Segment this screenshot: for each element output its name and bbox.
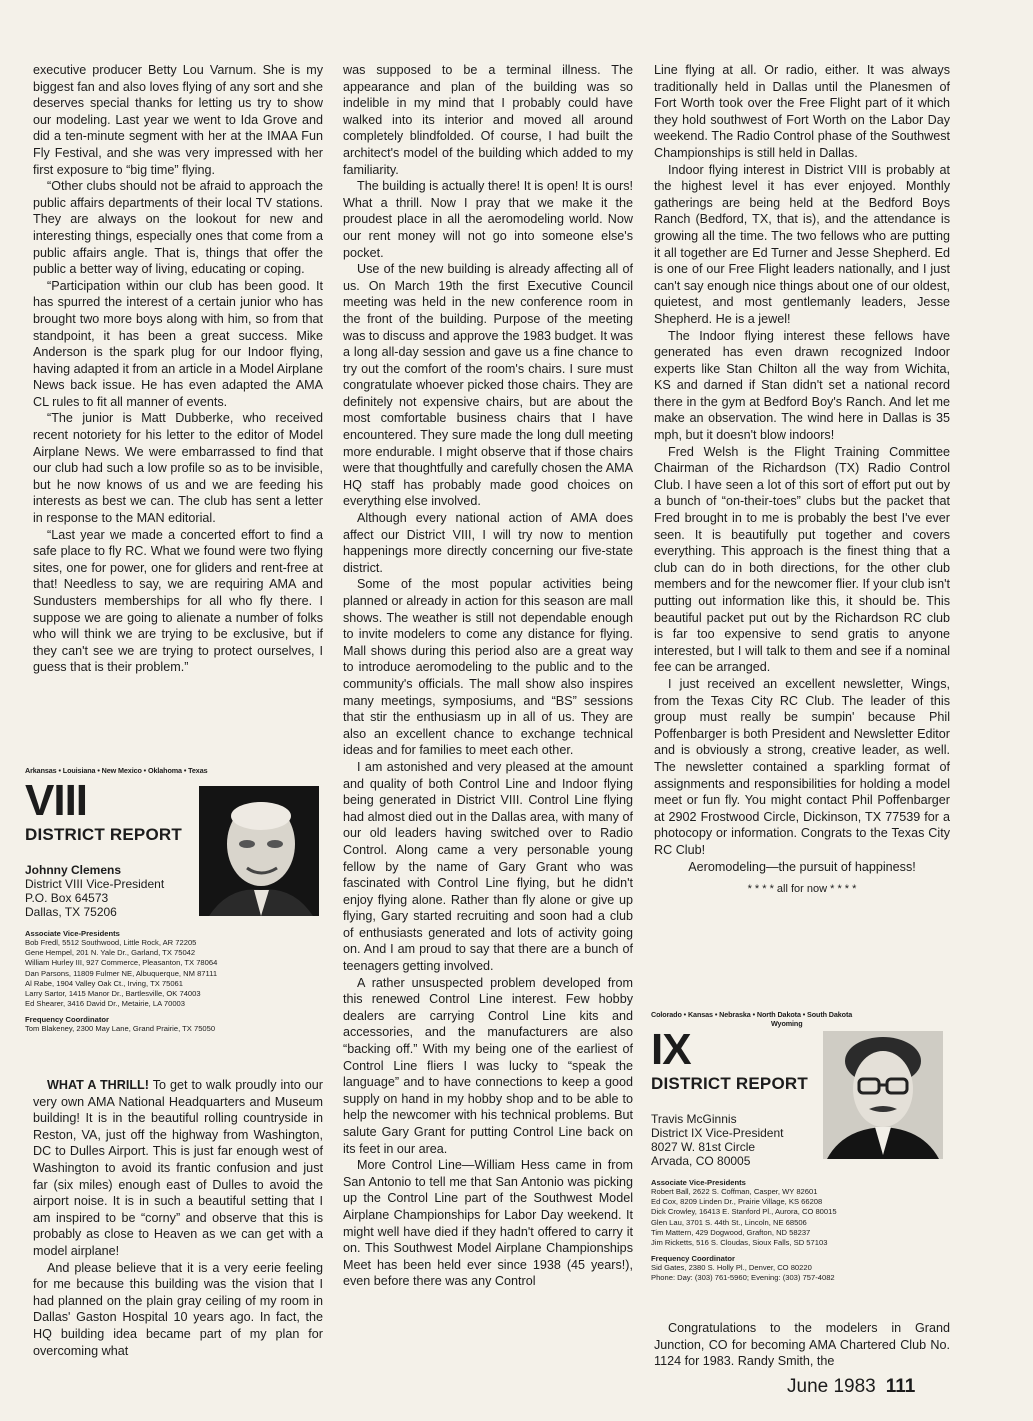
assoc-item: Robert Ball, 2622 S. Coffman, Casper, WY 82601 [651, 1187, 818, 1196]
freq-heading: Frequency Coordinator [651, 1254, 735, 1264]
column-3 [654, 62, 950, 898]
vp-name: Johnny Clemens [25, 863, 122, 877]
vp-address-line: P.O. Box 64573 [25, 891, 109, 905]
paragraph: Line flying at all. Or radio, either. It was always traditionally held in Dallas until the Planesmen of Fort Worth took over the Free Flight part of it which they hold southwest of Fort Worth on the Labor Day weekend. The Radio Control phase of the Southwest Championships is still held in Dallas. [654, 63, 950, 160]
assoc-list [651, 1187, 951, 1248]
paragraph: I just received an excellent newsletter, Wings, from the Texas City RC Club. The leader of this group must really be sumpin' because Phil Poffenbarger is both President and Newsletter Editor and is obviously a strong, creative leader, as well. The newsletter contained a sparkling format of assignments and responsibilities for holding a model meet or fun fly. You might contact Phil Poffenbarger at 2902 Frostwood Circle, Dickinson, TX 77539 for a photocopy or information. Congrats to the Texas City RC Club! [654, 676, 950, 857]
vp-address-line: Arvada, CO 80005 [651, 1154, 751, 1168]
vp-name: Travis McGinnis [651, 1112, 737, 1126]
paragraph: A rather unsuspected problem developed from this renewed Control Line interest. Few hobby dealers are carrying Control Line kits and accessories, and the manufacturers are also “backing off.” With my being one of the earliest of Control Line fliers I was lucky to “speak the language” and to have connections to keep a good supply on hand in my hobby shop and to be able to help the newcomer with his technical problems. But salute Gary Grant for putting Control Line back on its feet in our area. [343, 975, 633, 1156]
paragraph: Use of the new building is already affecting all of us. On March 19th the first Executive Council meeting was held in the new conference room in the front of the building. Purpose of the meeting was to discuss and approve the 1983 budget. It was a long all-day session and gave us a fine chance to try out the comfort of the room's chairs. I sure must congratulate whoever picked those chairs. They are definitely not expensive chairs, but are about the most comfortable business chairs that I have encountered. They sure made the long dull meeting more endurable. I might observe that if those chairs were that thoughtfully and carefully chosen the AMA HQ staff has probably made good choices on everything else involved. [343, 262, 633, 509]
assoc-item: Larry Sartor, 1415 Manor Dr., Bartlesville, OK 74003 [25, 989, 201, 999]
paragraph: The Indoor flying interest these fellows have generated has even drawn recognized Indoor experts like Stan Chilton all the way from Wichita, KS and darned if Stan didn't set a national record there in the gym at Bedford Boy's Ranch. And let me make an observation. The wind here in Dallas is 35 mph, but it doesn't blow indoors! [654, 328, 950, 443]
district-states: Colorado • Kansas • Nebraska • North Dakota • South Dakota [651, 1010, 853, 1019]
assoc-item: Al Rabe, 1904 Valley Oak Ct., Irving, TX 75061 [25, 978, 184, 988]
section-end: * * * * all for now * * * * [747, 883, 857, 896]
lead-in: WHAT A THRILL! [47, 1078, 149, 1092]
tagline: Aeromodeling—the pursuit of happiness! [688, 859, 916, 874]
paragraph: Some of the most popular activities being planned or already in action for this season are mall shows. The weather is still not dependable enough to invite modelers to come any distance for flying. Mall shows during this period also are a great way to introduce aeromodeling to the public and to the community's officials. The mall show also inspires many meetings, symposiums, and “BS” sessions that stir the enthusiasm up in all of us. They are also an excellent chance to exchange technical ideas and for families to meet each other. [343, 577, 633, 758]
assoc-item: Ed Shearer, 3416 David Dr., Metairie, LA 70003 [25, 999, 185, 1009]
column-1-lower [33, 1077, 323, 1359]
paragraph: To get to walk proudly into our very own AMA National Headquarters and Museum building! It is in the beautiful rolling countryside in Reston, VA, just off the highway from Washington, DC to Dulles Airport. This is just far enough west of Washington to avoid its frantic confusion and just far (six miles) enough east of Dulles to avoid the airport noise. It is in such a beautiful setting that I am inspired to be “corny” and observe that this is probably as close to Heaven as we can get with a model airplane! [33, 1078, 323, 1258]
vp-role: District IX Vice-President [651, 1126, 784, 1140]
freq-phone: Phone: Day: (303) 761-5960; Evening: (303) 757-4082 [651, 1273, 835, 1283]
assoc-item: Glen Lau, 3701 S. 44th St., Lincoln, NE 68506 [651, 1217, 807, 1227]
district-title: DISTRICT REPORT [651, 1074, 808, 1093]
district-states-line2: Wyoming [771, 1019, 803, 1028]
paragraph: The building is actually there! It is open! It is ours! What a thrill. Now I pray that we make it the proudest place in all the aeromodeling world. Now our rent money will not go into someone else's pocket. [343, 179, 633, 260]
column-1 [33, 62, 323, 676]
paragraph: “The junior is Matt Dubberke, who received recent notoriety for his letter to the editor of Model Airplane News. We were embarrassed to find that our club had such a low profile so as to be invisible, but he now knows of us and we are feeding his interests as best we can. The club has sent a letter in response to the MAN editorial. [33, 411, 323, 526]
freq-heading: Frequency Coordinator [25, 1015, 109, 1025]
portrait-image [199, 786, 319, 916]
paragraph: And please believe that it is a very eerie feeling for me because this building was the vision that I had planned on the plain gray ceiling of my room in Dallas' Gaston Hospital 10 years ago. In fact, the HQ building idea became part of my plan for overcoming what [33, 1260, 323, 1358]
district-states: Arkansas • Louisiana • New Mexico • Oklahoma • Texas [25, 766, 208, 775]
assoc-item: Dick Crowley, 16413 E. Stanford Pl., Aurora, CO 80015 [651, 1207, 837, 1217]
assoc-list [25, 938, 325, 1009]
assoc-item: Jim Ricketts, 516 S. Cloudas, Sioux Falls, SD 57103 [651, 1238, 828, 1248]
paragraph: Although every national action of AMA does affect our District VIII, I will try now to mention happenings more directly concerning our five-state district. [343, 511, 633, 575]
vp-portrait-photo [823, 1031, 943, 1159]
vp-address-line: Dallas, TX 75206 [25, 905, 117, 919]
assoc-heading: Associate Vice-Presidents [25, 929, 120, 938]
paragraph: was supposed to be a terminal illness. The appearance and plan of the building was so indelible in my mind that I probably could have walked into its interior and moved all around completely blindfolded. Of course, I had built the architect's model of the building which added to my familiarity. [343, 63, 633, 177]
column-3-lower [654, 1320, 950, 1370]
district-title: DISTRICT REPORT [25, 825, 182, 844]
paragraph: Fred Welsh is the Flight Training Committee Chairman of the Richardson (TX) Radio Control Club. I have seen a lot of this sort of effort put out by a bunch of “on-their-toes” clubs but the packet that Fred brought in to me is probably the best I've ever seen. It is beautifully put together and covers everything. This approach is the finest thing that a club can do in both directions, for the other club members and for the newcomer flier. If your club isn't putting out information like this, it should be. This beautiful packet put out by the Richardson RC club is far too expensive to send gratis to anyone interested, but I will talk to them and see if a nominal fee can be arranged. [654, 444, 950, 675]
issue-date: June 1983 [787, 1376, 876, 1397]
vp-address-line: 8027 W. 81st Circle [651, 1140, 756, 1154]
vp-portrait-photo [199, 786, 319, 916]
assoc-item: William Hurley III, 927 Commerce, Pleasanton, TX 78064 [25, 958, 218, 968]
column-2 [343, 62, 633, 1290]
paragraph: “Participation within our club has been good. It has spurred the interest of a certain junior who has brought two more boys along with him, so from that standpoint, it has been a great success. Mike Anderson is the spark plug for our Indoor flying, having adapted it from an article in a Model Airplane News back issue. He has even adapted the AMA CL rules to fit all manner of events. [33, 278, 323, 409]
freq-coordinator: Sid Gates, 2380 S. Holly Pl., Denver, CO 80220 [651, 1263, 812, 1273]
assoc-item: Tim Mattern, 429 Dogwood, Grafton, ND 58237 [651, 1227, 811, 1237]
district-number: VIII [25, 776, 88, 825]
portrait-image [823, 1031, 943, 1159]
paragraph: More Control Line—William Hess came in from San Antonio to tell me that San Antonio was picking up the Control Line part of the Southwest Model Airplane Championships for Labor Day weekend. It might well have died if they hadn't offered to carry it on. This Southwest Model Airplane Championships Meet has been held ever since 1938 (45 years!), even before there was any Control [343, 1158, 633, 1289]
paragraph: “Other clubs should not be afraid to approach the public affairs departments of their local TV stations. They are always on the lookout for new and interesting things, especially ones that come from a public affairs angle. That is, things that offer the public a better way of living, educating or coping. [33, 179, 323, 277]
vp-role: District VIII Vice-President [25, 877, 165, 891]
assoc-item: Dan Parsons, 11809 Fulmer NE, Albuquerque, NM 87111 [25, 968, 218, 978]
freq-coordinator: Tom Blakeney, 2300 May Lane, Grand Prairie, TX 75050 [25, 1024, 216, 1034]
assoc-item: Gene Hempel, 201 N. Yale Dr., Garland, TX 75042 [25, 948, 196, 958]
page-footer [787, 1376, 915, 1398]
paragraph: I am astonished and very pleased at the amount and quality of both Control Line and Indoor flying being generated in District VIII. Control Line flying had almost died out in the Dallas area, with many of our old leaders having switched over to Radio Control. Along came a very personable young fellow by the name of Gary Grant who was fascinated with Control Line flying, but he didn't enjoy flying alone. Rather than fly alone or give up flying, Gary started recruiting and soon had a club of enthusiasts generated and lots of activity going on. And I am proud to say that there are a bunch of teenagers getting involved. [343, 759, 633, 974]
paragraph: Indoor flying interest in District VIII is probably at the highest level it has ever enjoyed. Monthly gatherings are being held at the Bedford Boys Ranch (Bedford, TX, that is), and the attendance is growing all the time. The two fellows who are putting it all together are Ed Turner and Jesse Shepherd. Ed is one of our Free Flight leaders nationally, and I just can't say enough nice things about one of our oldest, quietest, and most gentlemanly leaders, Jesse Shepherd. He is a jewel! [654, 162, 950, 326]
district-number: IX [651, 1025, 691, 1074]
paragraph: Congratulations to the modelers in Grand Junction, CO for becoming AMA Chartered Club No. 1124 for 1983. Randy Smith, the [654, 1321, 950, 1369]
page-number: 111 [885, 1376, 916, 1397]
assoc-item: Ed Cox, 8209 Linden Dr., Prairie Village, KS 66208 [651, 1197, 823, 1207]
paragraph: “Last year we made a concerted effort to find a safe place to fly RC. What we found were two flying sites, one for power, one for gliders and rent-free at that! Needless to say, we are requiring AMA and Sundusters memberships for all who fly there. I suppose we are going to alienate a number of folks who will think we are trying to be exclusive, but if they can't see we are trying to protect ourselves, I guess that is their problem.” [33, 527, 323, 675]
paragraph: executive producer Betty Lou Varnum. She is my biggest fan and also loves flying of any sort and she deserves special thanks for letting us try to show our modeling. Last year we went to Ida Grove and did a ten-minute segment with her at the IMAA Fun Fly Festival, and she was very impressed with her first exposure to “big time” flying. [33, 63, 323, 177]
assoc-heading: Associate Vice-Presidents [651, 1178, 746, 1187]
assoc-item: Bob Fredl, 5512 Southwood, Little Rock, AR 72205 [25, 938, 197, 947]
